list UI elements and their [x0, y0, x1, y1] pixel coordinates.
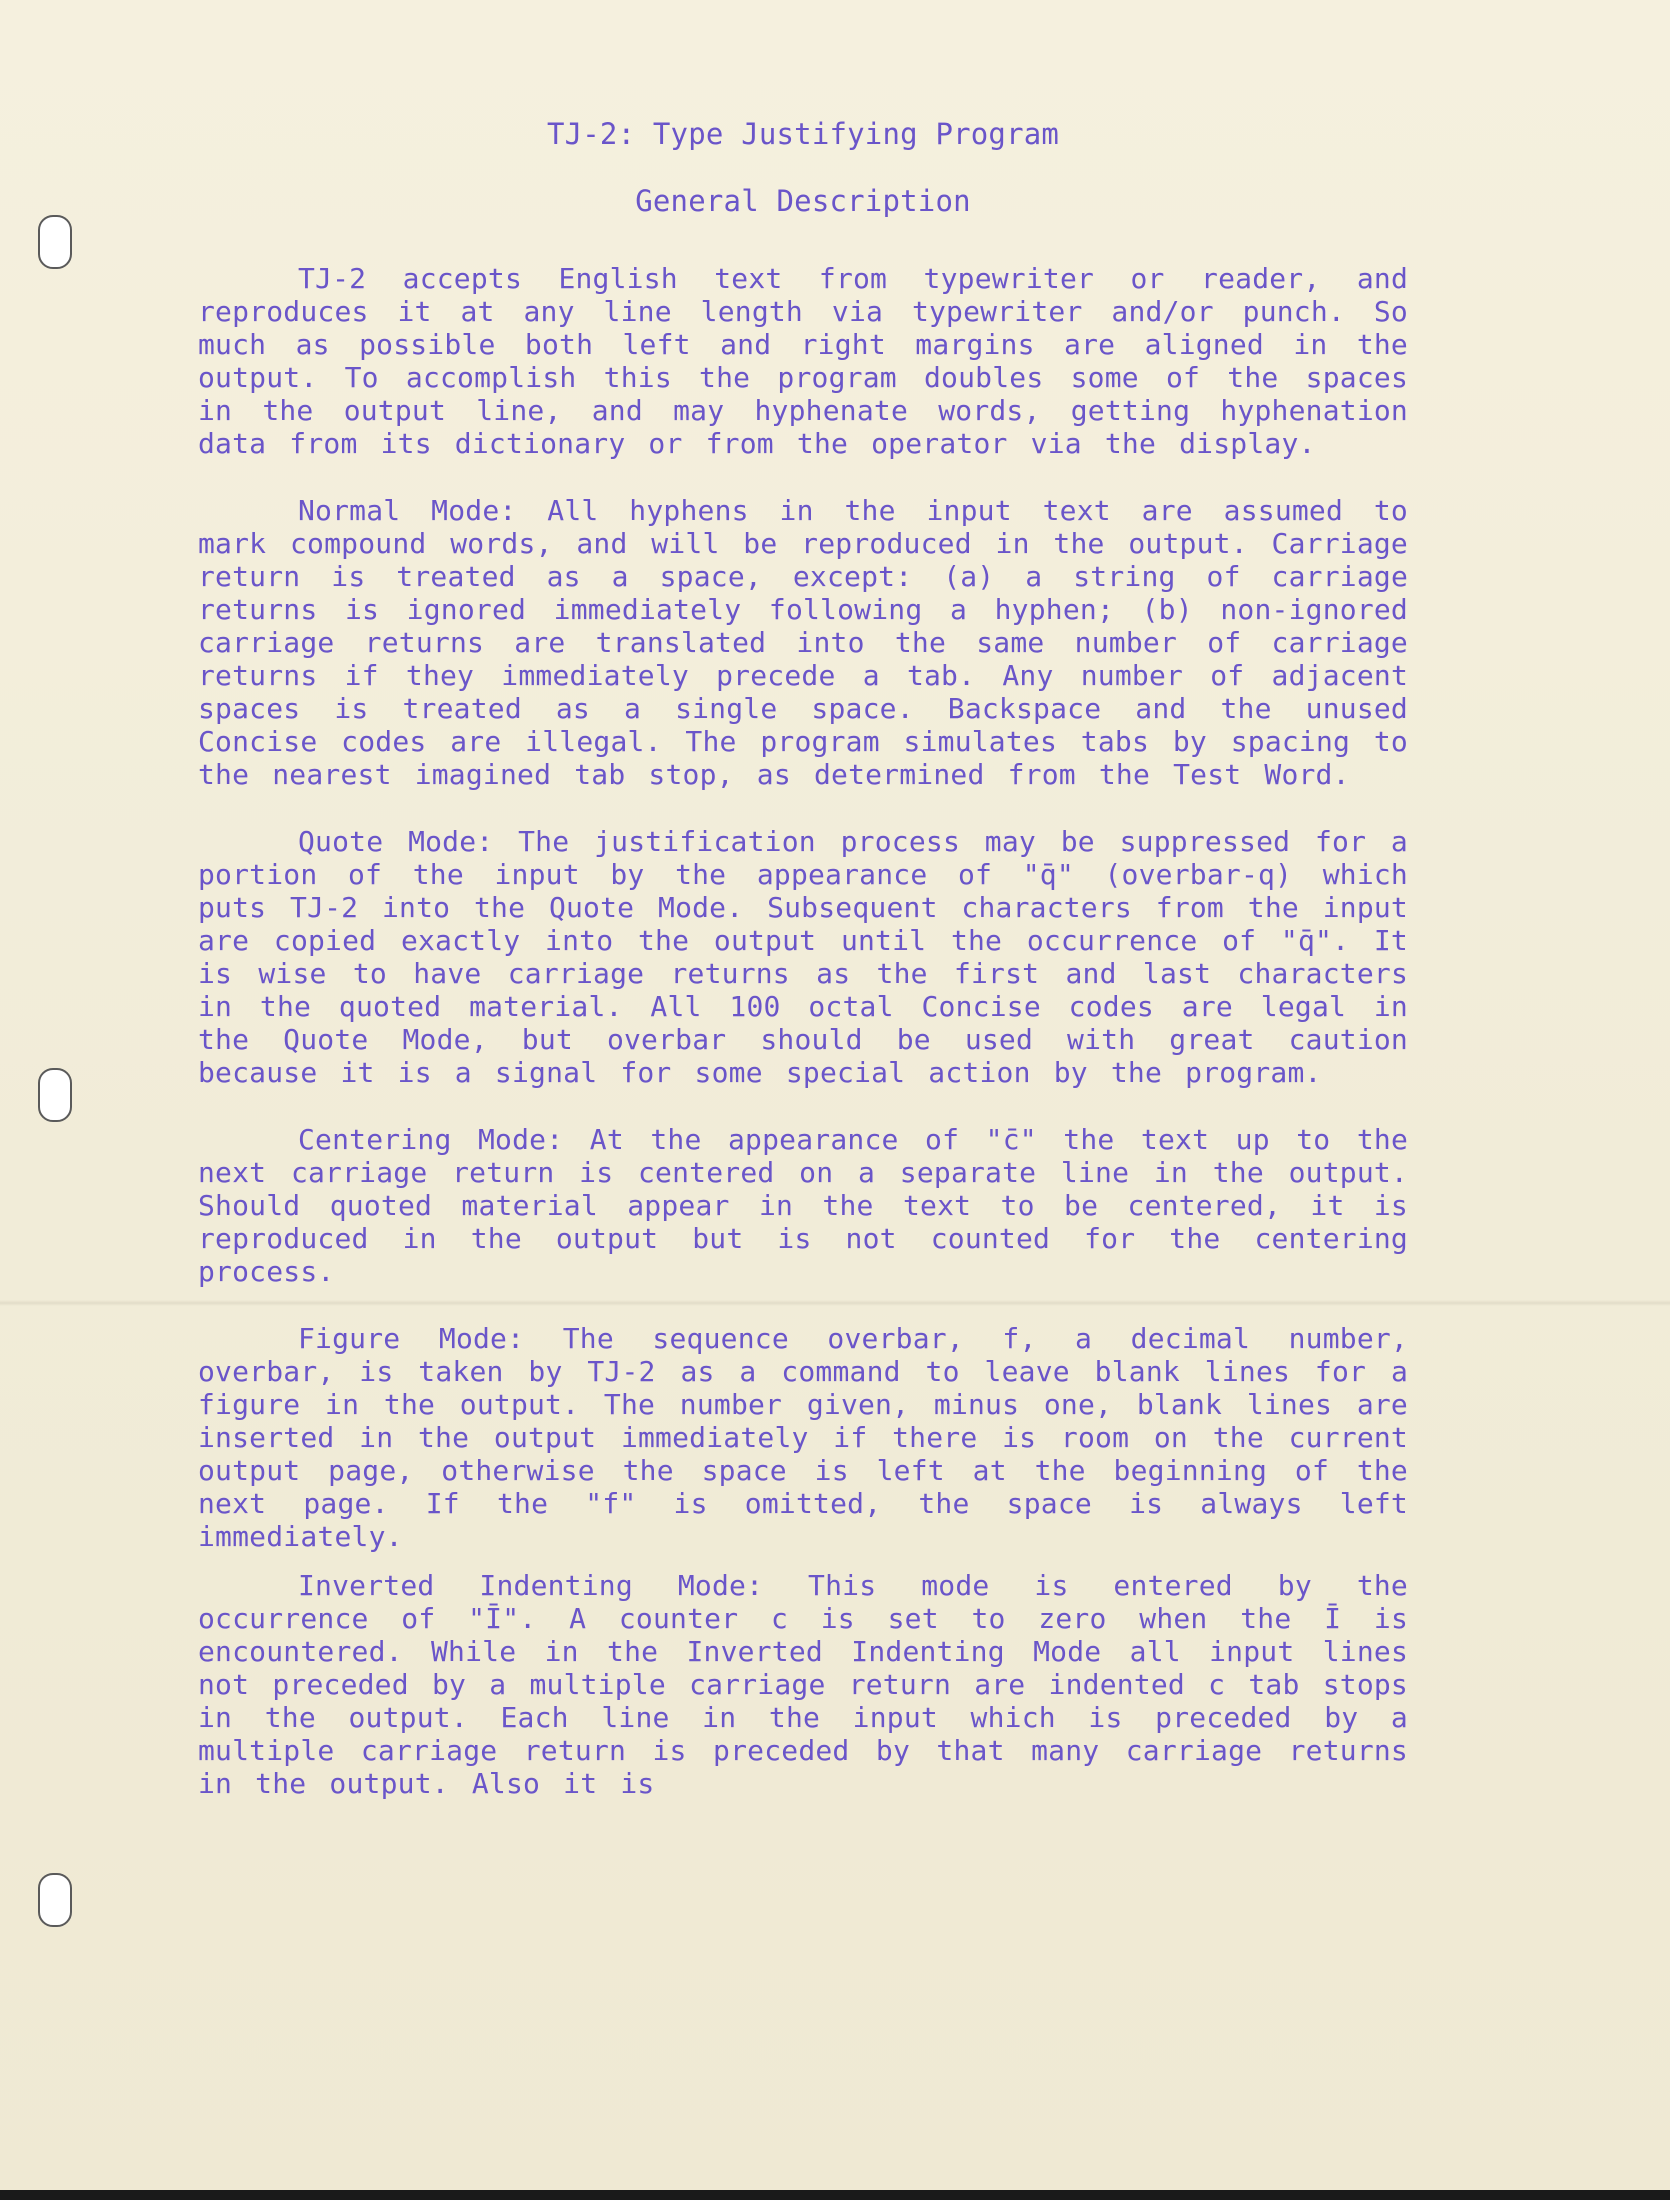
paragraph-intro: TJ-2 accepts English text from typewriter or reader, and reproduces it at any line length via typewriter and/or punch. So much as possible both left and right margins are aligned in the output. To accomplish this the program doubles some of the spaces in the output line, and may hyphenate words, getting hyphenation data from its dictionary or from the operator via the display.	[198, 262, 1408, 460]
paragraph-centering-mode: Centering Mode: At the appearance of "c̄" the text up to the next carriage return is centered on a separate line in the output. Should quoted material appear in the text to be centered, it is reproduced in the output but is not counted for the centering process.	[198, 1123, 1408, 1288]
binder-hole-bottom	[38, 1873, 72, 1927]
paragraph-normal-mode: Normal Mode: All hyphens in the input text are assumed to mark compound words, and will be reproduced in the output. Carriage return is treated as a space, except: (a) a string of carriage returns is ignored immediately following a hyphen; (b) non-ignored carriage returns are translated into the same number of carriage returns if they immediately precede a tab. Any number of adjacent spaces is treated as a single space. Backspace and the unused Concise codes are illegal. The program simulates tabs by spacing to the nearest imagined tab stop, as determined from the Test Word.	[198, 494, 1408, 791]
paragraph-inverted-indenting-mode: Inverted Indenting Mode: This mode is entered by the occurrence of "Ī". A counter c is set to zero when the Ī is encountered. While in the Inverted Indenting Mode all input lines not preceded by a multiple carriage return are indented c tab stops in the output. Each line in the input which is preceded by a multiple carriage return is preceded by that many carriage returns in the output. Also it is	[198, 1569, 1408, 1800]
binder-hole-top	[38, 215, 72, 269]
binder-hole-middle	[38, 1068, 72, 1122]
paragraph-figure-mode: Figure Mode: The sequence overbar, f, a decimal number, overbar, is taken by TJ-2 as a command to leave blank lines for a figure in the output. The number given, minus one, blank lines are inserted in the output immediately if there is room on the current output page, otherwise the space is left at the beginning of the next page. If the "f" is omitted, the space is always left immediately.	[198, 1322, 1408, 1553]
page-title: TJ-2: Type Justifying Program	[546, 117, 1060, 151]
section-title: General Description	[635, 184, 971, 218]
page-content	[198, 118, 1408, 1800]
paragraph-quote-mode: Quote Mode: The justification process may be suppressed for a portion of the input by the appearance of "q̄" (overbar-q) which puts TJ-2 into the Quote Mode. Subsequent characters from the input are copied exactly into the output until the occurrence of "q̄". It is wise to have carriage returns as the first and last characters in the quoted material. All 100 octal Concise codes are legal in the Quote Mode, but overbar should be used with great caution because it is a signal for some special action by the program.	[198, 825, 1408, 1089]
scan-bottom-edge	[0, 2190, 1670, 2200]
